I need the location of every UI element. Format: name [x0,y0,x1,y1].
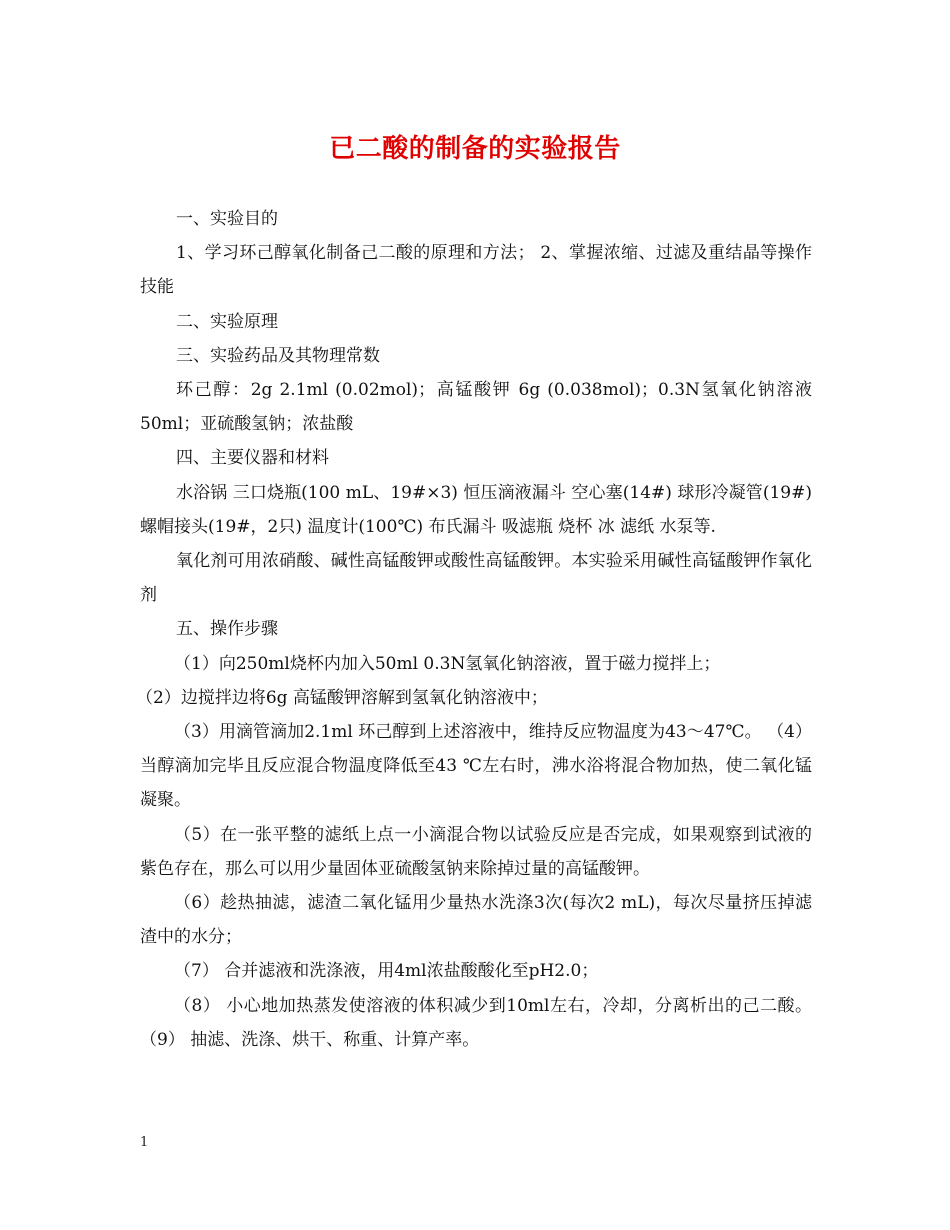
procedure-step-7: （7） 合并滤液和洗涤液，用4ml浓盐酸酸化至pH2.0； [174,961,599,982]
section-heading-procedure: 五、操作步骤 [176,619,278,640]
section-heading-purpose: 一、实验目的 [176,209,278,229]
paragraph-reagents: 环己醇：2g 2.1ml (0.02mol)；高锰酸钾 6g (0.038mol)；0.3N氢氧化钠溶液 50ml；亚硫酸氢钠；浓盐酸 [140,380,812,435]
document-title: 已二酸的制备的实验报告 [329,134,621,164]
paragraph-oxidant: 氧化剂可用浓硝酸、碱性高锰酸钾或酸性高锰酸钾。本实验采用碱性高锰酸钾作氧化剂 [140,551,812,606]
procedure-step-8-9: （8） 小心地加热蒸发使溶液的体积减少到10ml左右，冷却，分离析出的己二酸。 （9） 抽滤、洗涤、烘干、称重、计算产率。 [140,995,812,1050]
procedure-step-3-4: （3）用滴管滴加2.1ml 环己醇到上述溶液中，维持反应物温度为43～47℃。 （4）当醇滴加完毕且反应混合物温度降低至43 ℃左右时，沸水浴将混合物加热，使二氧化锰凝聚。 [140,722,812,811]
page-number: 1 [140,1135,149,1150]
paragraph-instruments: 水浴锅 三口烧瓶(100 mL、19#×3) 恒压滴液漏斗 空心塞(14#) 球形冷凝管(19#) 螺帽接头(19#，2只) 温度计(100℃) 布氏漏斗 吸滤瓶 烧杯 冰 滤纸 水泵等. [140,482,812,537]
section-heading-principle: 二、实验原理 [176,311,278,332]
procedure-step-5: （5）在一张平整的滤纸上点一小滴混合物以试验反应是否完成，如果观察到试液的紫色存在，那么可以用少量固体亚硫酸氢钠来除掉过量的高锰酸钾。 [140,824,812,879]
section-heading-instruments: 四、主要仪器和材料 [176,448,329,469]
procedure-step-2: （2）边搅拌边将6g 高锰酸钾溶解到氢氧化钠溶液中； [136,687,548,708]
procedure-step-1: （1）向250ml烧杯内加入50ml 0.3N氢氧化钠溶液，置于磁力搅拌上； [174,653,721,674]
section-heading-reagents: 三、实验药品及其物理常数 [176,345,380,366]
paragraph-purpose-items: 1、学习环己醇氧化制备己二酸的原理和方法； 2、掌握浓缩、过滤及重结晶等操作技能 [140,243,812,298]
procedure-step-6: （6）趁热抽滤，滤渣二氧化锰用少量热水洗涤3次(每次2 mL)，每次尽量挤压掉滤渣中的水分； [140,893,812,948]
document-body [136,202,812,1057]
